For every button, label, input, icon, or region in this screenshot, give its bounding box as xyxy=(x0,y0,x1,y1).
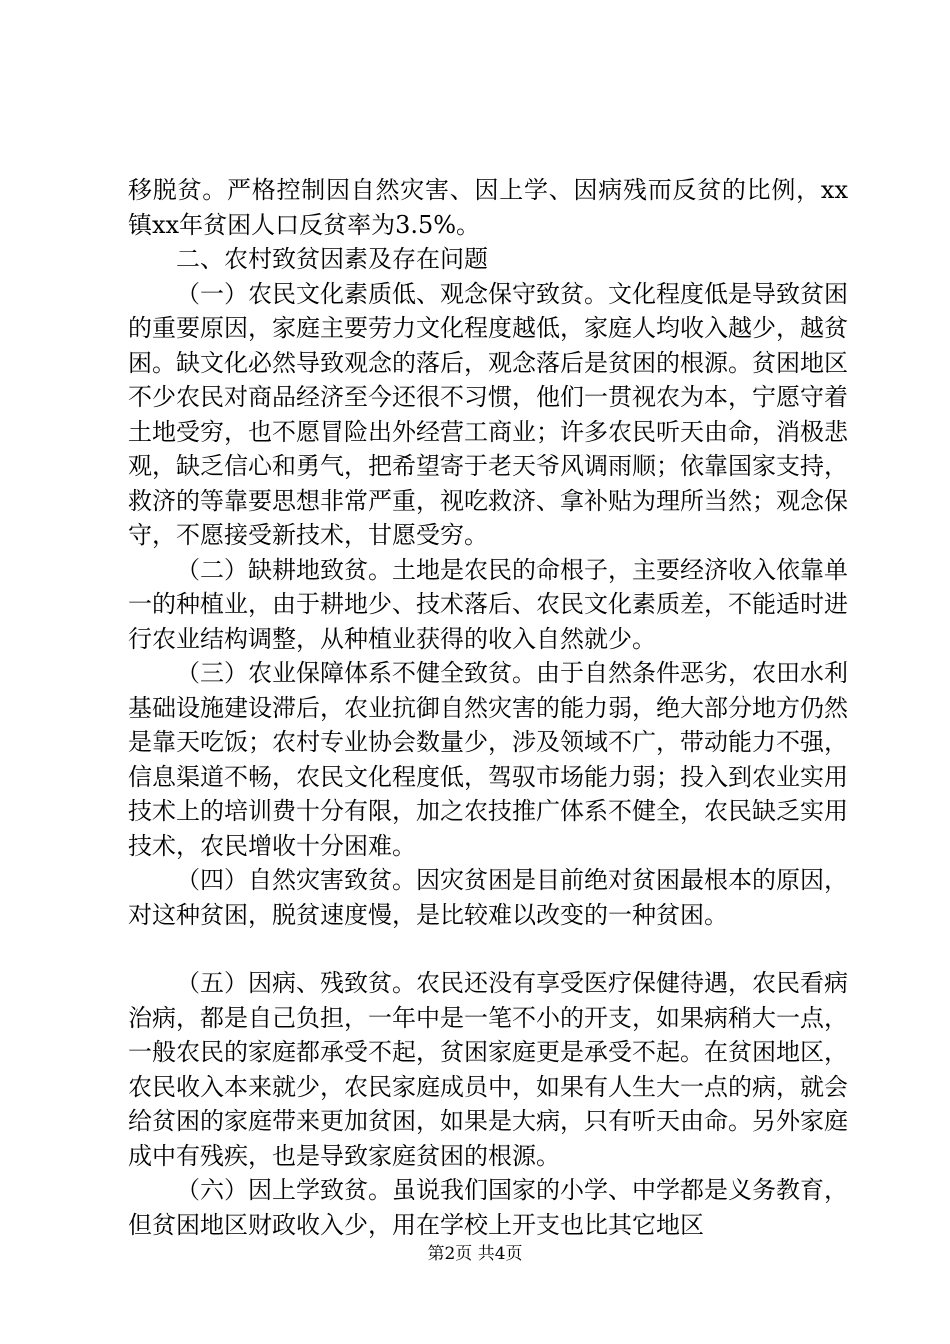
paragraph-item-4: （四）自然灾害致贫。因灾贫困是目前绝对贫困最根本的原因，对这种贫困，脱贫速度慢，是比较难以改变的一种贫困。 xyxy=(128,866,848,929)
paragraph-item-5: （五）因病、残致贫。农民还没有享受医疗保健待遇，农民看病治病，都是自己负担，一年中是一笔不小的开支，如果病稍大一点，一般农民的家庭都承受不起，贫困家庭更是承受不起。在贫困地区，农民收入本来就少，农民家庭成员中，如果有人生大一点的病，就会给贫困的家庭带来更加贫困，如果是大病，只有听天由命。另外家庭成中有残疾，也是导致家庭贫困的根源。 xyxy=(128,969,848,1170)
document-body xyxy=(128,173,848,1242)
paragraph-spacer xyxy=(128,932,848,966)
paragraph-item-3: （三）农业保障体系不健全致贫。由于自然条件恶劣，农田水利基础设施建设滞后，农业抗御自然灾害的能力弱，绝大部分地方仍然是靠天吃饭；农村专业协会数量少，涉及领域不广，带动能力不强，信息渠道不畅，农民文化程度低，驾驭市场能力弱；投入到农业实用技术上的培训费十分有限，加之农技推广体系不健全，农民缺乏实用技术，农民增收十分困难。 xyxy=(128,659,848,860)
paragraph-item-1: （一）农民文化素质低、观念保守致贫。文化程度低是导致贫困的重要原因，家庭主要劳力文化程度越低，家庭人均收入越少，越贫困。缺文化必然导致观念的落后，观念落后是贫困的根源。贫困地区不少农民对商品经济至今还很不习惯，他们一贯视农为本，宁愿守着土地受穷，也不愿冒险出外经营工商业；许多农民听天由命，消极悲观，缺乏信心和勇气，把希望寄于老天爷风调雨顺；依靠国家支持，救济的等靠要思想非常严重，视吃救济、拿补贴为理所当然；观念保守，不愿接受新技术，甘愿受穷。 xyxy=(128,279,848,549)
paragraph-continuation: 移脱贫。严格控制因自然灾害、因上学、因病残而反贫的比例，xx镇xx年贫困人口反贫率为3.5%。 xyxy=(128,176,848,239)
paragraph-item-2: （二）缺耕地致贫。土地是农民的命根子，主要经济收入依靠单一的种植业，由于耕地少、技术落后、农民文化素质差，不能适时进行农业结构调整，从种植业获得的收入自然就少。 xyxy=(128,555,848,653)
paragraph-item-6: （六）因上学致贫。虽说我们国家的小学、中学都是义务教育，但贫困地区财政收入少，用在学校上开支也比其它地区 xyxy=(128,1176,848,1239)
page-footer: 第2页 共4页 xyxy=(427,1244,523,1264)
section-heading: 二、农村致贫因素及存在问题 xyxy=(176,245,488,273)
